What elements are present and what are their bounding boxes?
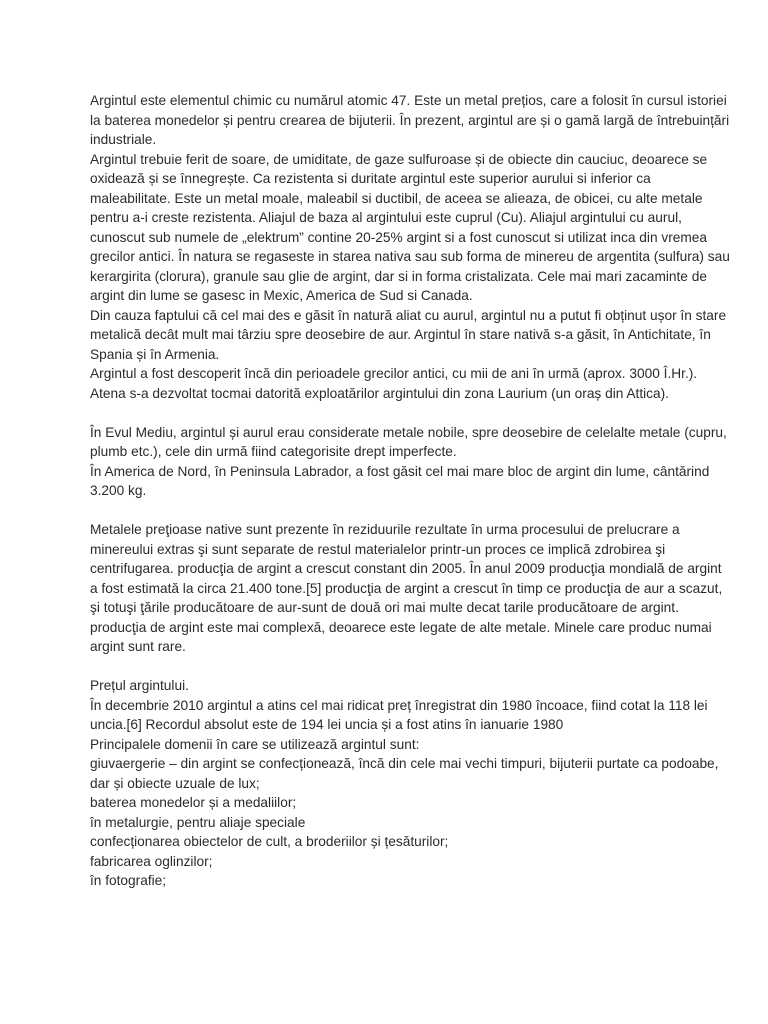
paragraph-extraction: Din cauza faptului că cel mai des e găsit în natură aliat cu aurul, argintul nu a putut fi obținut ușor în stare metalică decât mult mai târziu spre deosebire de aur. Argintul în stare nativă s-a găsit, în Antichitate, în Spania și în Armenia. xyxy=(90,307,727,362)
list-item-cult-objects: confecționarea obiectelor de cult, a broderiilor și țesăturilor; xyxy=(90,834,449,849)
list-item-jewelry: giuvaergerie – din argint se confecționează, încă din cele mai vechi timpuri, bijuterii purtate ca podoabe, dar și obiecte uzuale de lux; xyxy=(90,756,719,791)
paragraph-largest-block: În America de Nord, în Peninsula Labrador, a fost găsit cel mai mare bloc de argint din lume, cântărind 3.200 kg. xyxy=(90,463,710,498)
heading-price: Prețul argintului. xyxy=(90,678,189,693)
paragraph-intro: Argintul este elementul chimic cu numărul atomic 47. Este un metal prețios, care a folosit în cursul istoriei la baterea monedelor și pentru crearea de bijuterii. În prezent, argintul are și o gamă largă de întrebuințări industriale. xyxy=(90,93,730,147)
paragraph-discovery: Argintul a fost descoperit încă din perioadele grecilor antici, cu mii de ani în urmă (aprox. 3000 Î.Hr.). Atena s-a dezvoltat tocmai datorită exploatărilor argintului din zona Laurium (un oraș din Attica). xyxy=(90,366,698,401)
list-item-metallurgy: în metalurgie, pentru aliaje speciale xyxy=(90,814,306,830)
blank-line xyxy=(90,657,730,677)
list-item-coins: baterea monedelor și a medaliilor; xyxy=(90,795,297,810)
blank-line xyxy=(90,403,730,423)
paragraph-middle-ages: În Evul Mediu, argintul și aurul erau considerate metale nobile, spre deosebire de celelalte metale (cupru, plumb etc.), cele din urmă fiind categorisite drept imperfecte. xyxy=(90,424,727,459)
document-page xyxy=(90,91,730,891)
paragraph-properties: Argintul trebuie ferit de soare, de umiditate, de gaze sulfuroase și de obiecte din cauciuc, deoarece se oxidează și se înnegrește. Ca rezistenta si duritate argintul este superior aurului si inferior ca maleabilitate. Este un metal moale, maleabil si ductibil, de aceea se alieaza, de obicei, cu alte metale pentru a-i creste rezistenta. Aliajul de baza al argintului este cuprul (Cu). Aliajul argintului cu aurul, cunoscut sub numele de „elektrum” contine 20-25% argint si a fost cunoscut si utilizat inca din vremea grecilor antici. În natura se regaseste in starea nativa sau sub forma de minereu de argentita (sulfura) sau kerargirita (clorura), granule sau glie de argint, dar si in forma cristalizata. Cele mai mari zacaminte de argint din lume se gasesc in Mexic, America de Sud si Canada. xyxy=(90,151,730,303)
list-item-photography: în fotografie; xyxy=(90,873,167,888)
paragraph-price-record: În decembrie 2010 argintul a atins cel mai ridicat preț înregistrat din 1980 încoace, fiind cotat la 118 lei uncia.[6] Recordul absolut este de 194 lei uncia și a fost atins în ianuarie 1980 xyxy=(90,697,708,732)
paragraph-uses-intro: Principalele domenii în care se utilizează argintul sunt: xyxy=(90,736,420,752)
list-item-mirrors: fabricarea oglinzilor; xyxy=(90,853,213,869)
blank-line xyxy=(90,501,730,521)
paragraph-production: Metalele preţioase native sunt prezente în reziduurile rezultate în urma procesului de prelucrare a minereului extras şi sunt separate de restul materialelor printr-un proces ce implică zdrobirea şi centrifugarea. producţia de argint a crescut constant din 2005. În anul 2009 producţia mondială de argint a fost estimată la circa 21.400 tone.[5] producţia de argint a crescut în timp ce producţia de aur a scazut, şi totuşi ţările producătoare de aur-sunt de două ori mai multe decat tarile producătoare de argint. producţia de argint este mai complexă, deoarece este legate de alte metale. Minele care produc numai argint sunt rare. xyxy=(90,522,723,654)
